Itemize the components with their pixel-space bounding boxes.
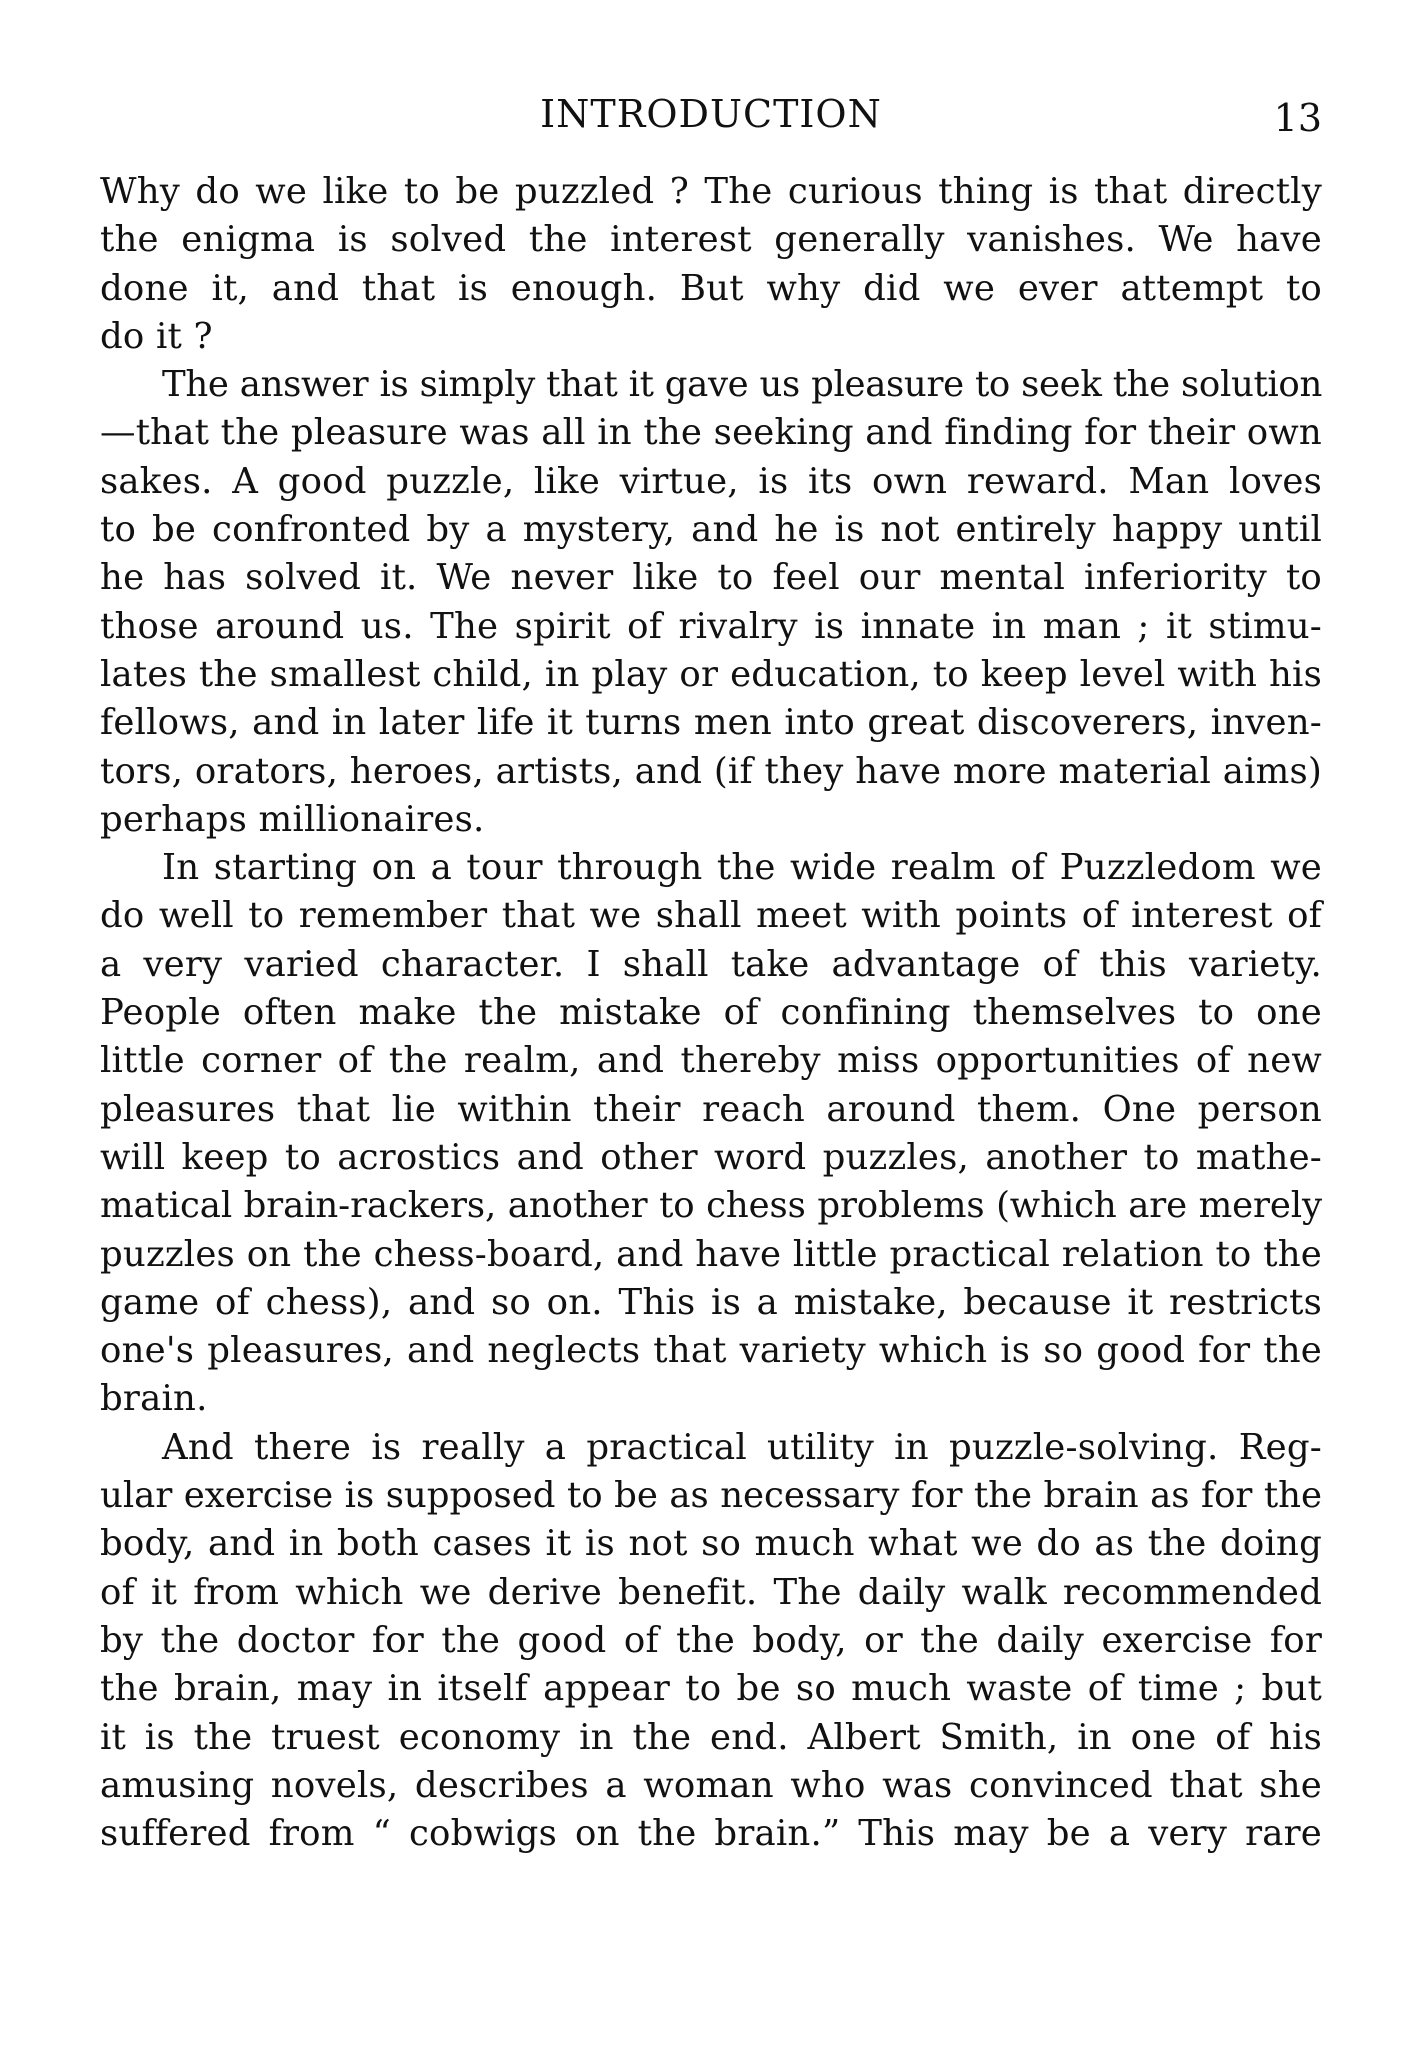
- text-line: amusing novels, describes a woman who was convinced that she: [100, 1764, 1322, 1806]
- text-line: suffered from “ cobwigs on the brain.” This may be a very rare: [100, 1813, 1322, 1855]
- page-header: [100, 84, 1322, 144]
- text-line: And there is really a practical utility in puzzle-solving. Reg-: [162, 1426, 1322, 1468]
- text-line: sakes. A good puzzle, like virtue, is its own reward. Man loves: [100, 460, 1322, 502]
- text-line: People often make the mistake of confining themselves to one: [100, 992, 1322, 1034]
- text-line: body, and in both cases it is not so much what we do as the doing: [100, 1523, 1322, 1565]
- text-line: Why do we like to be puzzled ? The curious thing is that directly: [100, 171, 1322, 212]
- text-line: puzzles on the chess-board, and have little practical relation to the: [100, 1233, 1322, 1275]
- paragraph-4: [100, 1424, 1322, 1859]
- text-line: the brain, may in itself appear to be so much waste of time ; but: [100, 1668, 1322, 1710]
- text-line: fellows, and in later life it turns men into great discoverers, inven-: [100, 702, 1322, 744]
- text-line: a very varied character. I shall take advantage of this variety.: [100, 943, 1322, 985]
- text-line: ular exercise is supposed to be as necessary for the brain as for the: [100, 1475, 1322, 1517]
- text-line: done it, and that is enough. But why did we ever attempt to: [100, 267, 1322, 309]
- text-line: In starting on a tour through the wide realm of Puzzledom we: [162, 847, 1322, 889]
- paragraph-2: [100, 361, 1322, 844]
- text-line: tors, orators, heroes, artists, and (if they have more material aims): [100, 750, 1322, 792]
- text-line: —that the pleasure was all in the seeking and finding for their own: [100, 412, 1322, 454]
- text-line: lates the smallest child, in play or education, to keep level with his: [100, 653, 1322, 695]
- text-line: will keep to acrostics and other word puzzles, another to mathe-: [100, 1136, 1322, 1178]
- text-line: pleasures that lie within their reach around them. One person: [100, 1088, 1322, 1130]
- text-line: the enigma is solved the interest generally vanishes. We have: [100, 219, 1322, 261]
- text-line: do it ?: [100, 315, 213, 357]
- page-number: 13: [1273, 96, 1322, 140]
- text-line: The answer is simply that it gave us pleasure to seek the solution: [162, 364, 1322, 406]
- text-line: it is the truest economy in the end. Albert Smith, in one of his: [100, 1716, 1322, 1758]
- text-line: matical brain-rackers, another to chess problems (which are merely: [100, 1185, 1322, 1227]
- paragraph-1: [100, 168, 1322, 361]
- paragraph-3: [100, 844, 1322, 1424]
- running-title: INTRODUCTION: [540, 92, 882, 136]
- text-line: those around us. The spirit of rivalry is innate in man ; it stimu-: [100, 605, 1322, 647]
- text-line: to be confronted by a mystery, and he is not entirely happy until: [100, 509, 1322, 551]
- text-line: of it from which we derive benefit. The daily walk recommended: [100, 1571, 1322, 1613]
- text-line: do well to remember that we shall meet with points of interest of: [100, 895, 1322, 937]
- text-line: one's pleasures, and neglects that variety which is so good for the: [100, 1330, 1322, 1372]
- text-line: little corner of the realm, and thereby miss opportunities of new: [100, 1040, 1322, 1082]
- text-line: by the doctor for the good of the body, or the daily exercise for: [100, 1619, 1322, 1661]
- text-line: game of chess), and so on. This is a mistake, because it restricts: [100, 1281, 1322, 1323]
- text-line: perhaps millionaires.: [100, 798, 485, 840]
- text-line: brain.: [100, 1378, 208, 1420]
- text-line: he has solved it. We never like to feel our mental inferiority to: [100, 557, 1322, 599]
- body-text: [100, 168, 1322, 1858]
